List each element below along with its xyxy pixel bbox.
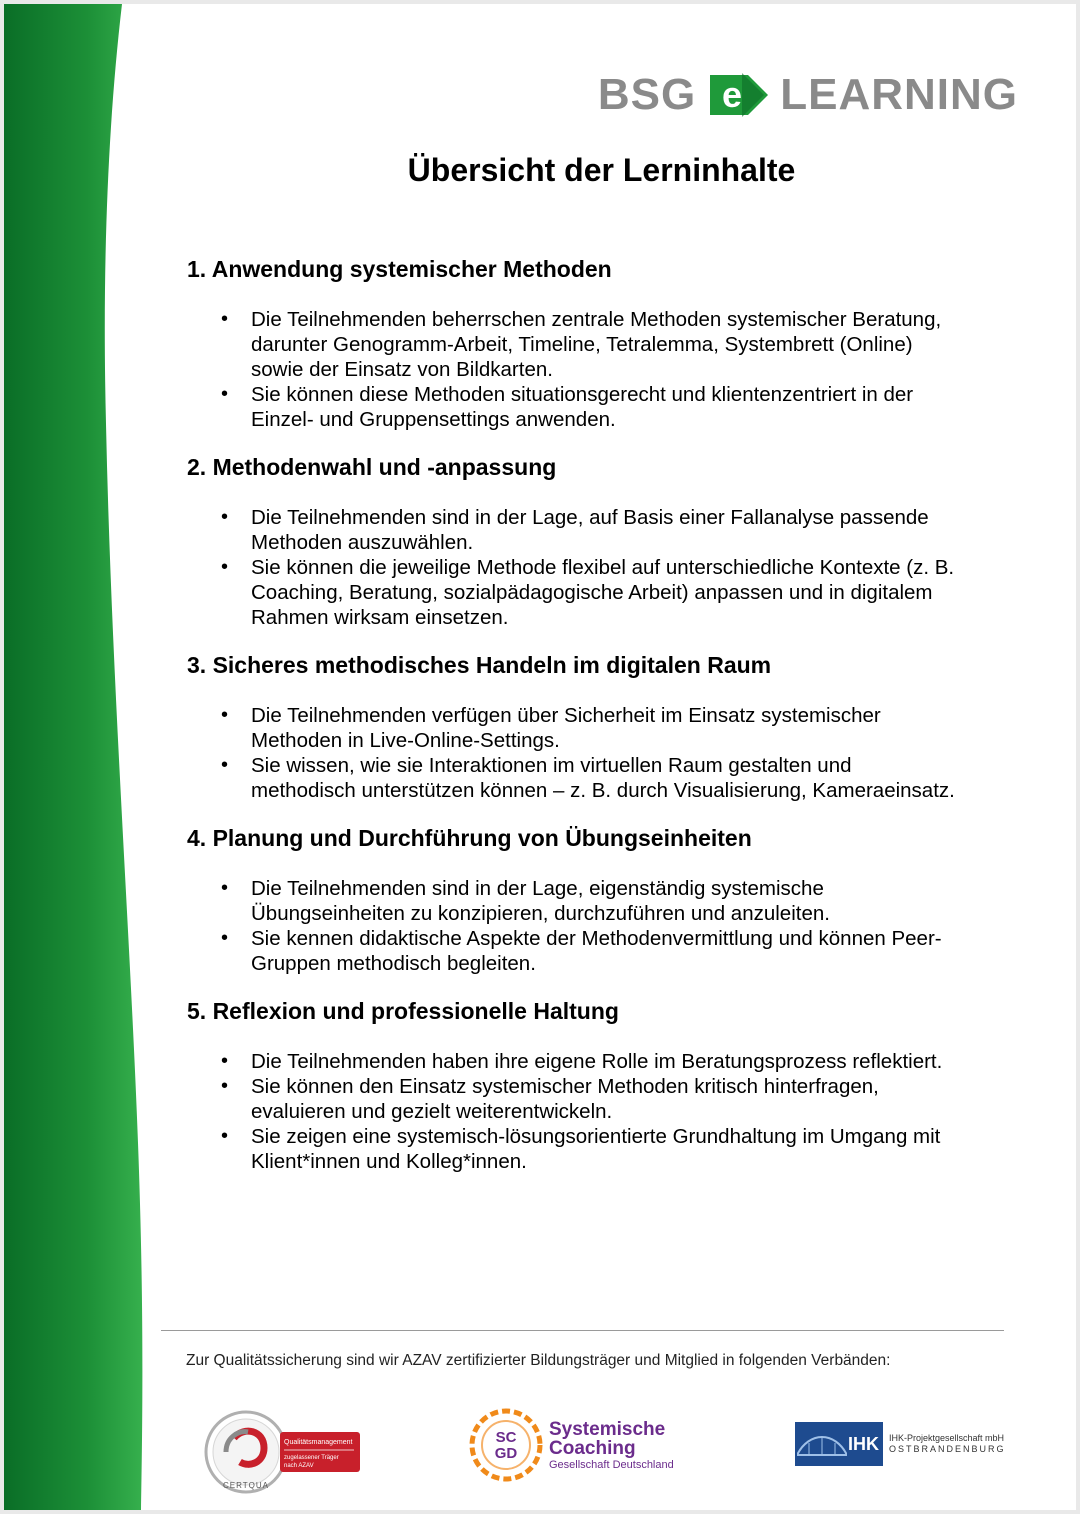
section-heading: 5. Reflexion und professionelle Haltung: [187, 998, 619, 1024]
ihk-line1: IHK-Projektgesellschaft mbH: [889, 1433, 1005, 1443]
list-item: [187, 703, 1007, 753]
list-item: [187, 1049, 1007, 1074]
list-item: [187, 1124, 1007, 1174]
bullet-list: [187, 505, 1007, 630]
section-heading: 2. Methodenwahl und -anpassung: [187, 454, 557, 480]
scgd-line3: Gesellschaft Deutschland: [549, 1458, 674, 1471]
page-title: Übersicht der Lerninhalte: [407, 152, 796, 188]
list-item-line: • Die Teilnehmenden verfügen über Sicherheit im Einsatz systemischer: [251, 704, 881, 727]
list-item: [187, 555, 1007, 630]
certqua-label3: nach AZAV: [284, 1463, 314, 1469]
certqua-name: CERTQUA: [223, 1481, 269, 1490]
list-item-line: sowie der Einsatz von Bildkarten.: [251, 358, 553, 381]
scgd-mark-icon: [469, 1408, 543, 1482]
list-item-line: evaluieren und gezielt weiterentwickeln.: [251, 1100, 613, 1123]
section: [187, 256, 1007, 432]
bullet-list: [187, 703, 1007, 803]
list-item-line: methodisch unterstützen können – z. B. durch Visualisierung, Kameraeinsatz.: [251, 779, 955, 802]
list-item: [187, 1074, 1007, 1124]
bullet-list: [187, 307, 1007, 432]
logo-left-word: BSG: [597, 70, 697, 119]
scgd-line1: Systemische: [549, 1418, 666, 1440]
list-item-line: Klient*innen und Kolleg*innen.: [251, 1150, 527, 1173]
list-item-line: • Sie kennen didaktische Aspekte der Methodenvermittlung und können Peer-: [251, 927, 942, 950]
list-item: [187, 382, 1007, 432]
section-heading: 3. Sicheres methodisches Handeln im digitalen Raum: [187, 652, 772, 678]
list-item: [187, 307, 1007, 382]
scgd-mark-bottom: GD: [494, 1445, 518, 1462]
footer-text: Zur Qualitätssicherung sind wir AZAV zertifizierter Bildungsträger und Mitglied in folgenden Verbänden:: [186, 1352, 891, 1369]
section: [187, 825, 1007, 976]
logo-e-arrow-icon: [702, 59, 774, 131]
list-item-line: • Die Teilnehmenden sind in der Lage, eigenständig systemische: [251, 877, 824, 900]
section-heading: 1. Anwendung systemischer Methoden: [187, 256, 612, 282]
bullet-list: [187, 1049, 1007, 1174]
green-side-band: [4, 4, 154, 1510]
list-item-line: Methoden in Live-Online-Settings.: [251, 729, 560, 752]
list-item-line: • Sie können diese Methoden situationsgerecht und klientenzentriert in der: [251, 383, 914, 406]
section: [187, 454, 1007, 630]
list-item-line: • Sie wissen, wie sie Interaktionen im virtuellen Raum gestalten und: [251, 754, 852, 777]
logo-right-word: LEARNING: [780, 70, 1018, 119]
scgd-logo: [469, 1408, 674, 1482]
list-item-line: Coaching, Beratung, sozialpädagogische Arbeit) anpassen und in digitalem: [251, 581, 933, 604]
section: [187, 652, 1007, 803]
ihk-line2: OSTBRANDENBURG: [889, 1444, 1006, 1454]
content: [187, 256, 1007, 1196]
list-item-line: darunter Genogramm-Arbeit, Timeline, Tetralemma, Systembrett (Online): [251, 333, 913, 356]
list-item-line: • Die Teilnehmenden sind in der Lage, auf Basis einer Fallanalyse passende: [251, 506, 929, 529]
list-item-line: • Sie können den Einsatz systemischer Methoden kritisch hinterfragen,: [251, 1075, 879, 1098]
list-item: [187, 876, 1007, 926]
section: [187, 998, 1007, 1174]
ihk-mark: [795, 1422, 883, 1466]
list-item-line: Methoden auszuwählen.: [251, 531, 474, 554]
certqua-logo: [204, 1408, 364, 1503]
list-item: [187, 753, 1007, 803]
list-item: [187, 505, 1007, 555]
certqua-label2: zugelassener Träger: [284, 1455, 339, 1461]
logo-letter: e: [722, 74, 743, 115]
certqua-label1: Qualitätsmanagement: [284, 1439, 353, 1446]
list-item-line: Einzel- und Gruppensettings anwenden.: [251, 408, 616, 431]
section-heading: 4. Planung und Durchführung von Übungseinheiten: [187, 825, 752, 851]
list-item-line: • Die Teilnehmenden beherrschen zentrale Methoden systemischer Beratung,: [251, 308, 942, 331]
document-page: [4, 4, 1076, 1510]
scgd-mark-top: SC: [495, 1429, 517, 1446]
footer-divider: [161, 1330, 1004, 1331]
list-item-line: • Sie zeigen eine systemisch-lösungsorientierte Grundhaltung im Umgang mit: [251, 1125, 941, 1148]
scgd-line2: Coaching: [549, 1437, 636, 1459]
bsg-elearning-logo: [598, 59, 1018, 131]
list-item-line: Rahmen wirksam einsetzen.: [251, 606, 509, 629]
bullet-list: [187, 876, 1007, 976]
list-item-line: Gruppen methodisch begleiten.: [251, 952, 536, 975]
ihk-logo: [795, 1422, 1006, 1466]
list-item-line: Übungseinheiten zu konzipieren, durchzuführen und anzuleiten.: [251, 902, 830, 925]
ihk-mark-text: IHK: [848, 1433, 879, 1454]
list-item-line: • Sie können die jeweilige Methode flexibel auf unterschiedliche Kontexte (z. B.: [251, 556, 955, 579]
list-item-line: • Die Teilnehmenden haben ihre eigene Rolle im Beratungsprozess reflektiert.: [251, 1050, 943, 1073]
list-item: [187, 926, 1007, 976]
ihk-bridge-icon: [797, 1429, 847, 1459]
